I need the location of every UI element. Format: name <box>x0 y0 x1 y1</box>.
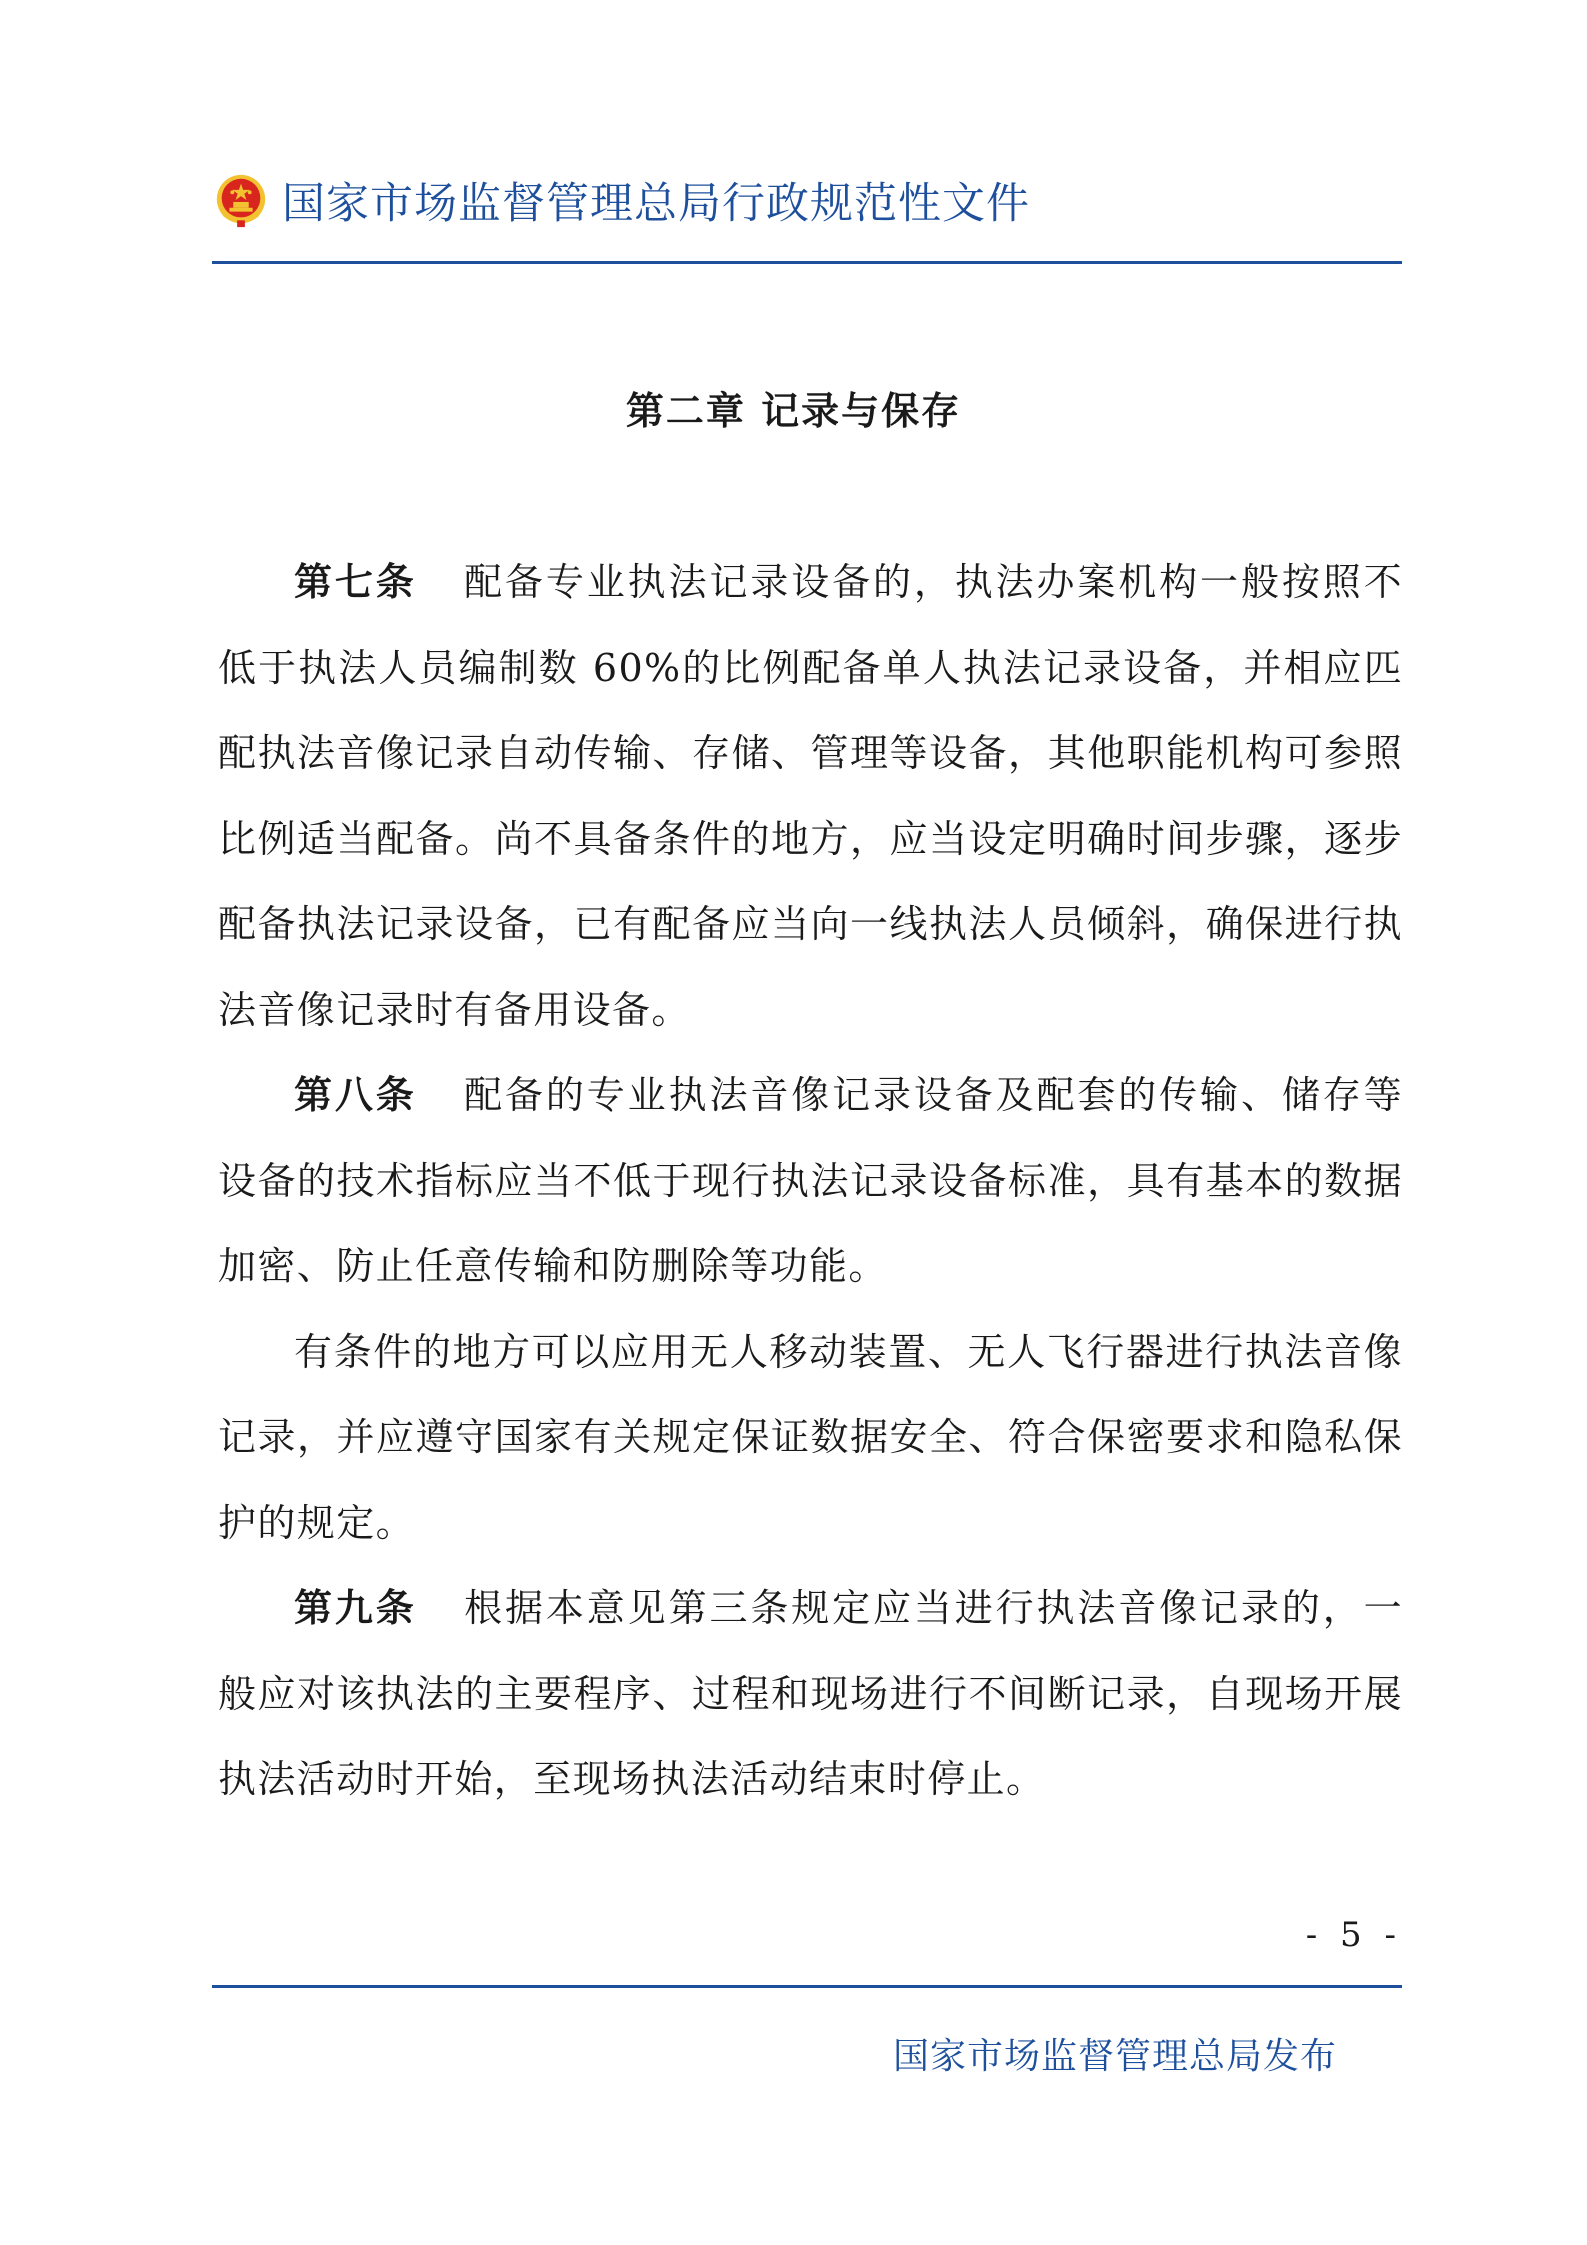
article-7-paragraph <box>218 540 1403 1053</box>
article-text: 配备的专业执法音像记录设备及配套的传输、储存等设备的技术指标应当不低于现行执法记录设备标准，具有基本的数据加密、防止任意传输和防删除等功能。 <box>218 1073 1403 1288</box>
article-text: 配备专业执法记录设备的，执法办案机构一般按照不低于执法人员编制数 60%的比例配备单人执法记录设备，并相应匹配执法音像记录自动传输、存储、管理等设备，其他职能机构可参照比例适当配备。尚不具备条件的地方，应当设定明确时间步骤，逐步配备执法记录设备，已有配备应当向一线执法人员倾斜，确保进行执法音像记录时有备用设备。 <box>218 560 1403 1032</box>
footer-divider <box>212 1985 1402 1988</box>
header-divider <box>212 261 1402 264</box>
article-8-paragraph <box>218 1053 1403 1310</box>
article-text: 根据本意见第三条规定应当进行执法音像记录的，一般应对该执法的主要程序、过程和现场进行不间断记录，自现场开展执法活动时开始，至现场执法活动结束时停止。 <box>218 1586 1403 1801</box>
article-text: 有条件的地方可以应用无人移动装置、无人飞行器进行执法音像记录，并应遵守国家有关规定保证数据安全、符合保密要求和隐私保护的规定。 <box>218 1329 1403 1545</box>
page-number: - 5 - <box>1305 1915 1402 1955</box>
document-header <box>212 170 1030 231</box>
article-label: 第七条 <box>294 560 417 604</box>
body-text <box>218 540 1403 1823</box>
article-label: 第九条 <box>294 1586 417 1630</box>
article-8-continuation-paragraph <box>218 1310 1403 1567</box>
chapter-title: 第二章 记录与保存 <box>625 389 962 433</box>
national-emblem-icon <box>212 172 270 230</box>
footer-publisher: 国家市场监督管理总局发布 <box>892 2036 1337 2077</box>
article-9-paragraph <box>218 1566 1403 1823</box>
header-title: 国家市场监督管理总局行政规范性文件 <box>282 179 1030 229</box>
article-label: 第八条 <box>294 1073 417 1117</box>
